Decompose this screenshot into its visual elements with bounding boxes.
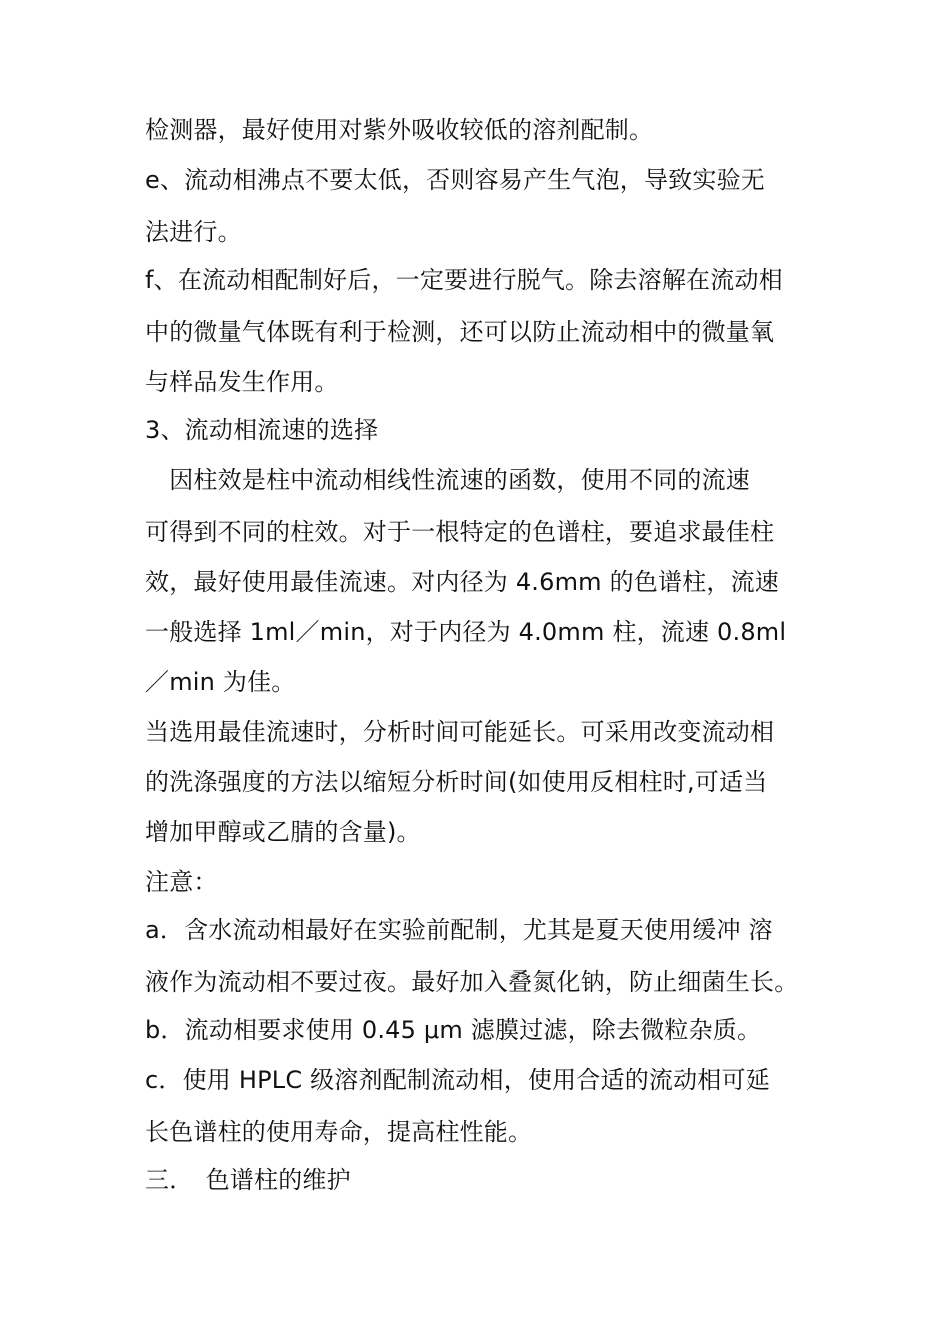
text-line: 检测器，最好使用对紫外吸收较低的溶剂配制。 bbox=[145, 116, 654, 144]
text-line: 的洗涤强度的方法以缩短分析时间(如使用反相柱时,可适当 bbox=[145, 768, 768, 796]
text-line: 与样品发生作用。 bbox=[145, 368, 339, 396]
text-line: 长色谱柱的使用寿命，提高柱性能。 bbox=[145, 1118, 533, 1146]
text-line: b．流动相要求使用 0.45 μm 滤膜过滤，除去微粒杂质。 bbox=[145, 1016, 762, 1044]
section-heading: 三． 色谱柱的维护 bbox=[145, 1166, 351, 1194]
text-line: a．含水流动相最好在实验前配制，尤其是夏天使用缓冲 溶 bbox=[145, 916, 773, 944]
text-line: 可得到不同的柱效。对于一根特定的色谱柱，要追求最佳柱 bbox=[145, 518, 775, 546]
text-line: 中的微量气体既有利于检测，还可以防止流动相中的微量氧 bbox=[145, 318, 775, 346]
text-line: 因柱效是柱中流动相线性流速的函数，使用不同的流速 bbox=[145, 466, 750, 494]
text-line: c．使用 HPLC 级溶剂配制流动相，使用合适的流动相可延 bbox=[145, 1066, 770, 1094]
note-heading: 注意： bbox=[145, 868, 218, 896]
text-line: ／min 为佳。 bbox=[145, 668, 296, 696]
text-line: 法进行。 bbox=[145, 218, 242, 246]
text-line: f、在流动相配制好后，一定要进行脱气。除去溶解在流动相 bbox=[145, 266, 783, 294]
text-line: 当选用最佳流速时，分析时间可能延长。可采用改变流动相 bbox=[145, 718, 775, 746]
text-line: 增加甲醇或乙腈的含量)。 bbox=[145, 818, 421, 846]
text-line: e、流动相沸点不要太低，否则容易产生气泡，导致实验无 bbox=[145, 166, 765, 194]
text-line: 效，最好使用最佳流速。对内径为 4.6mm 的色谱柱，流速 bbox=[145, 568, 779, 596]
section-heading: 3、流动相流速的选择 bbox=[145, 416, 379, 444]
text-line: 一般选择 1ml／min，对于内径为 4.0mm 柱，流速 0.8ml bbox=[145, 618, 787, 646]
text-line: 液作为流动相不要过夜。最好加入叠氮化钠，防止细菌生长。 bbox=[145, 968, 799, 996]
